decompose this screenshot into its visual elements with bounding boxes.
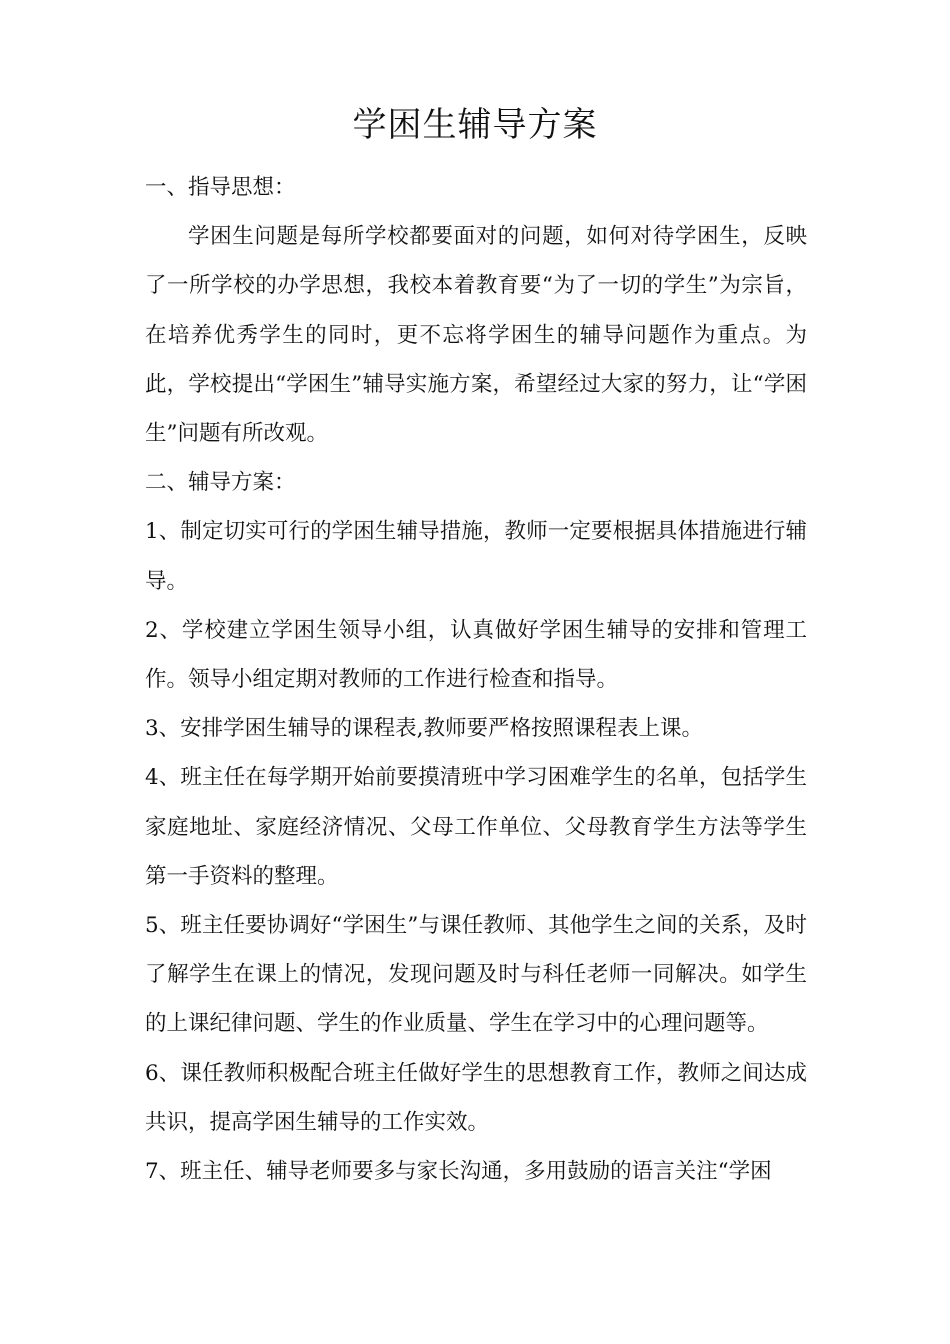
list-item-1: 1、制定切实可行的学困生辅导措施，教师一定要根据具体措施进行辅导。 <box>145 519 807 594</box>
paragraph-guiding-idea: 学困生问题是每所学校都要面对的问题，如何对待学困生，反映了一所学校的办学思想，我校本着教育要“为了一切的学生”为宗旨，在培养优秀学生的同时，更不忘将学困生的辅导问题作为重点。为此，学校提出“学困生”辅导实施方案，希望经过大家的努力，让“学困生”问题有所改观。 <box>145 224 807 447</box>
list-item-4: 4、班主任在每学期开始前要摸清班中学习困难学生的名单，包括学生家庭地址、家庭经济情况、父母工作单位、父母教育学生方法等学生第一手资料的整理。 <box>145 765 807 889</box>
document-title: 学困生辅导方案 <box>352 105 598 145</box>
section-heading-guiding-idea: 一、指导思想： <box>145 175 296 200</box>
document-body <box>145 163 807 1196</box>
list-item-7: 7、班主任、辅导老师要多与家长沟通，多用鼓励的语言关注“学困 <box>145 1159 772 1185</box>
list-item-3: 3、安排学困生辅导的课程表,教师要严格按照课程表上课。 <box>145 716 704 742</box>
list-item-5: 5、班主任要协调好“学困生”与课任教师、其他学生之间的关系，及时了解学生在课上的情况，发现问题及时与科任老师一同解决。如学生的上课纪律问题、学生的作业质量、学生在学习中的心理问题等。 <box>145 913 807 1037</box>
list-item-2: 2、学校建立学困生领导小组，认真做好学困生辅导的安排和管理工作。领导小组定期对教师的工作进行检查和指导。 <box>145 617 807 693</box>
section-heading-plan: 二、辅导方案： <box>145 470 296 496</box>
list-item-6: 6、课任教师积极配合班主任做好学生的思想教育工作，教师之间达成共识，提高学困生辅导的工作实效。 <box>145 1060 807 1135</box>
